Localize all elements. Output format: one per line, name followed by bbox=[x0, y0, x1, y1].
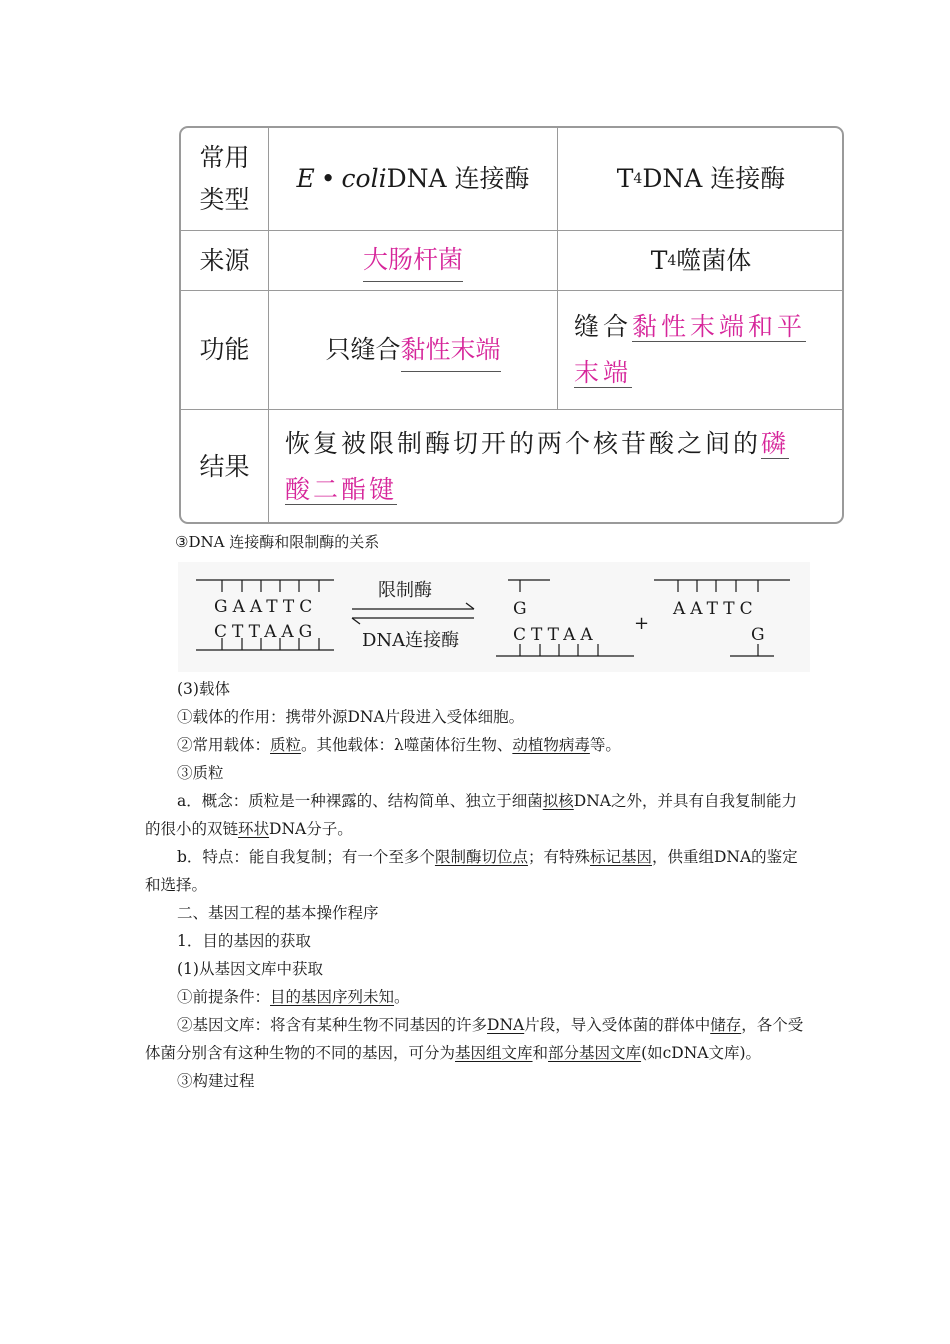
paragraph bbox=[145, 787, 809, 843]
row-header-function: 功能 bbox=[199, 335, 250, 364]
section-heading: (1)从基因文库中获取 bbox=[177, 960, 323, 978]
answer-blank: 目的基因序列未知 bbox=[270, 988, 395, 1006]
ecoli-source-cell bbox=[269, 231, 557, 290]
t4-suffix: DNA 连接酶 bbox=[642, 164, 786, 193]
paragraph bbox=[145, 983, 809, 1011]
function-prefix: 只缝合 bbox=[325, 335, 401, 364]
t4-source-cell bbox=[558, 231, 844, 290]
result-answer: 磷 bbox=[761, 429, 790, 458]
ecoli-coli: coli bbox=[341, 164, 387, 193]
top-strand-sequence: GAATTC bbox=[214, 597, 318, 617]
text-run: DNA分子。 bbox=[269, 820, 353, 838]
left-fragment bbox=[496, 580, 634, 656]
answer-blank: 环状 bbox=[238, 820, 270, 838]
section-heading: 1．目的基因的获取 bbox=[177, 932, 311, 950]
ecoli-source-answer: 大肠杆菌 bbox=[363, 239, 463, 282]
text-run: ②基因文库：将含有某种生物不同基因的许多 bbox=[177, 1016, 488, 1034]
header-line: 常用 bbox=[199, 143, 250, 172]
text-run: (如cDNA文库)。 bbox=[641, 1044, 762, 1062]
paragraph: ①载体的作用：携带外源DNA片段进入受体细胞。 bbox=[177, 708, 525, 726]
right-fragment-bottom: G bbox=[751, 625, 765, 645]
answer-blank: 基因组文库 bbox=[455, 1044, 533, 1062]
bottom-strand-sequence: CTTAAG bbox=[214, 622, 318, 642]
text-run: 。 bbox=[394, 988, 410, 1006]
right-fragment bbox=[654, 580, 790, 656]
t4-t: T bbox=[616, 164, 634, 193]
ecoli-suffix: DNA 连接酶 bbox=[386, 164, 530, 193]
function-prefix: 缝合 bbox=[574, 312, 633, 341]
answer-blank: 标记基因 bbox=[589, 848, 652, 866]
result-answer: 酸二酯键 bbox=[285, 475, 398, 504]
ecoli-e: E bbox=[296, 164, 315, 193]
text-run: 。其他载体：λ噬菌体衍生物、 bbox=[301, 736, 513, 754]
function-answer: 末端 bbox=[574, 358, 633, 387]
restriction-ligase-figure bbox=[178, 562, 810, 672]
row-header-result: 结果 bbox=[199, 452, 250, 481]
paragraph: ③构建过程 bbox=[177, 1072, 255, 1090]
right-fragment-top: AATTC bbox=[673, 599, 758, 619]
header-line: 类型 bbox=[199, 185, 250, 214]
text-run: ，各个受体菌分别含有这种生物的不同的基因，可分为 bbox=[145, 1016, 804, 1062]
text-run: ；有特殊 bbox=[527, 848, 590, 866]
t4-t: T bbox=[650, 245, 668, 275]
ecoli-dot: • bbox=[320, 164, 336, 193]
text-run: b．特点：能自我复制；有一个至多个 bbox=[177, 848, 435, 866]
text-run: DNA之外，并具有自我复制能力的很小的双链 bbox=[145, 792, 797, 838]
figure-caption: ③DNA 连接酶和限制酶的关系 bbox=[175, 533, 380, 551]
t4-sub: 4 bbox=[667, 252, 677, 269]
left-fragment-top: G bbox=[513, 599, 527, 619]
t4-function-cell bbox=[558, 291, 844, 409]
dna-double-strand bbox=[196, 580, 334, 650]
text-run: ②常用载体： bbox=[177, 736, 271, 754]
answer-blank: 储存 bbox=[710, 1016, 742, 1034]
section-heading: 二、基因工程的基本操作程序 bbox=[177, 904, 379, 922]
dna-ligase-label: DNA连接酶 bbox=[362, 630, 460, 651]
ecoli-ligase-cell bbox=[269, 128, 557, 230]
t4-ligase-cell bbox=[558, 128, 844, 230]
text-run: 片段，导入受体菌的群体中 bbox=[524, 1016, 711, 1034]
answer-blank: 部分基因文库 bbox=[548, 1044, 642, 1062]
ecoli-function-cell bbox=[269, 291, 557, 409]
function-answer: 黏性末端 bbox=[401, 329, 501, 372]
t4-sub: 4 bbox=[633, 171, 643, 187]
result-cell bbox=[269, 410, 844, 524]
answer-blank: 拟核 bbox=[542, 792, 574, 810]
paragraph bbox=[145, 1011, 809, 1067]
t4-phage: 噬菌体 bbox=[676, 245, 752, 275]
answer-blank: 质粒 bbox=[270, 736, 302, 754]
plus-sign: + bbox=[634, 613, 650, 634]
section-heading: (3)载体 bbox=[177, 680, 230, 698]
result-text: 恢复被限制酶切开的两个核苷酸之间的 bbox=[285, 429, 762, 458]
row-header-source: 来源 bbox=[199, 245, 250, 275]
answer-blank: 动植物病毒 bbox=[512, 736, 590, 754]
text-run: ①前提条件： bbox=[177, 988, 271, 1006]
left-fragment-bottom: CTTAA bbox=[513, 625, 598, 645]
text-run: ，供重组DNA的鉴定和选择。 bbox=[145, 848, 798, 894]
function-answer: 黏性末端和平 bbox=[632, 312, 807, 341]
answer-blank: 限制酶切位点 bbox=[434, 848, 528, 866]
text-run: a．概念：质粒是一种裸露的、结构简单、独立于细菌 bbox=[177, 792, 543, 810]
text-run: 等。 bbox=[589, 736, 621, 754]
body-text bbox=[145, 675, 809, 1095]
reversible-arrow bbox=[352, 580, 474, 651]
paragraph bbox=[145, 843, 809, 899]
text-run: 和 bbox=[532, 1044, 549, 1062]
paragraph bbox=[145, 731, 809, 759]
dna-ligase-table bbox=[179, 126, 844, 524]
restriction-enzyme-label: 限制酶 bbox=[378, 580, 432, 601]
row-header-types bbox=[181, 128, 268, 230]
answer-blank: DNA bbox=[487, 1016, 525, 1034]
paragraph: ③质粒 bbox=[177, 764, 224, 782]
